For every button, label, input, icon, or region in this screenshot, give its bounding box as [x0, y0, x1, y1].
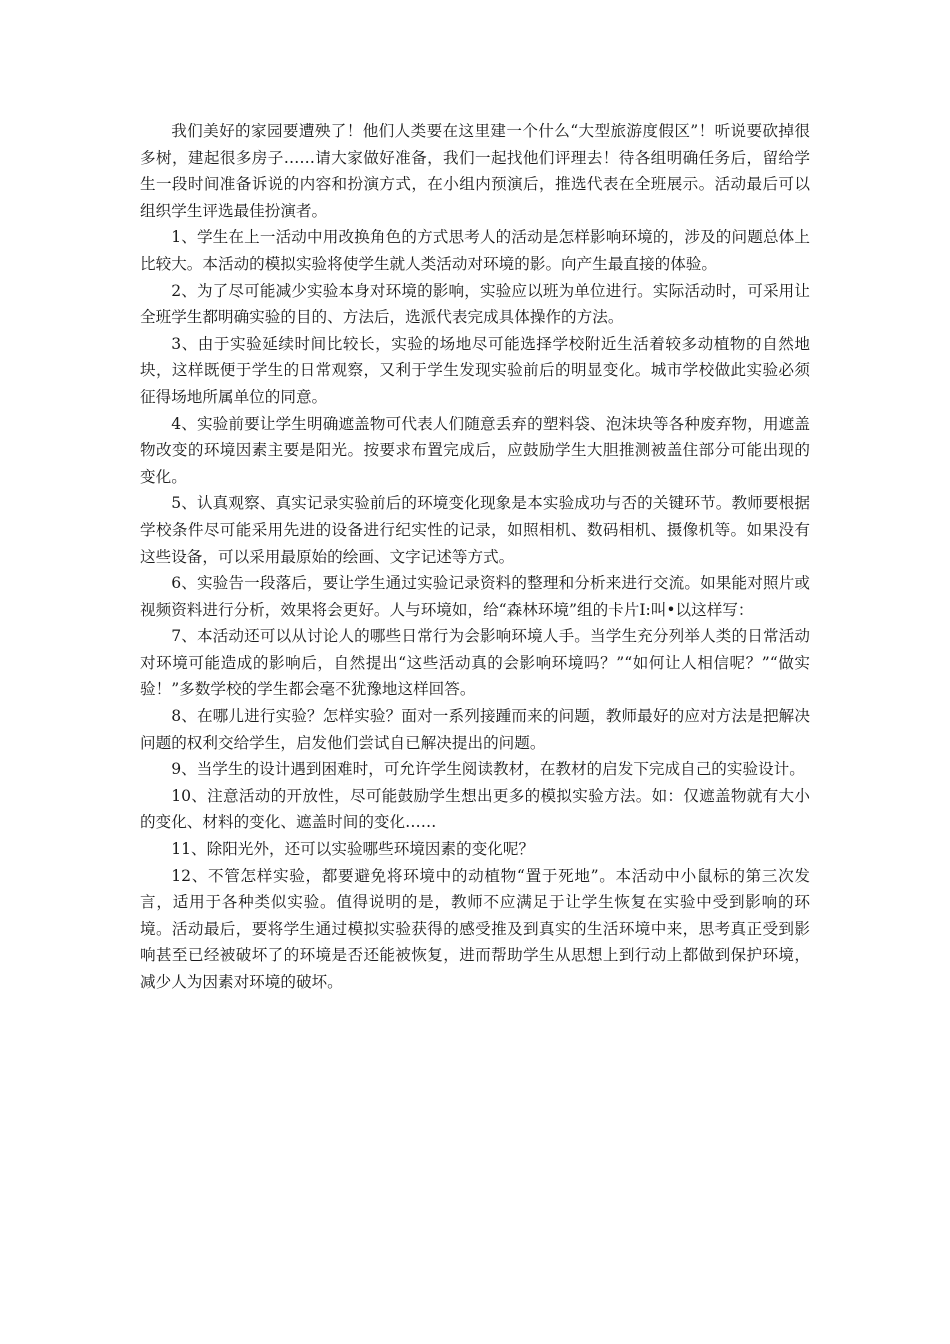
paragraph-item-3: 3、由于实验延续时间比较长，实验的场地尽可能选择学校附近生活着较多动植物的自然地块，这样既便于学生的日常观察，又利于学生发现实验前后的明显变化。城市学校做此实验必须征得场地所属单位的同意。: [140, 334, 810, 406]
paragraph-item-4: 4、实验前要让学生明确遮盖物可代表人们随意丢弃的塑料袋、泡沫块等各种废弃物，用遮盖物改变的环境因素主要是阳光。按要求布置完成后，应鼓励学生大胆推测被盖住部分可能出现的变化。: [140, 414, 810, 486]
paragraph-item-2: 2、为了尽可能减少实验本身对环境的影响，实验应以班为单位进行。实际活动时，可采用让全班学生都明确实验的目的、方法后，选派代表完成具体操作的方法。: [140, 281, 810, 327]
paragraph-item-6: 6、实验告一段落后，要让学生通过实验记录资料的整理和分析来进行交流。如果能对照片或视频资料进行分析，效果将会更好。人与环境如，给“森林环境”组的卡片I:叫•以这样写：: [140, 574, 810, 619]
paragraph-item-5: 5、认真观察、真实记录实验前后的环境变化现象是本实验成功与否的关键环节。教师要根据学校条件尽可能采用先进的设备进行纪实性的记录，如照相机、数码相机、摄像机等。如果没有这些设备，可以采用最原始的绘画、文字记述等方式。: [140, 494, 810, 566]
intro-paragraph: 我们美好的家园要遭殃了！他们人类要在这里建一个什么“大型旅游度假区”！听说要砍掉很多树，建起很多房子……请大家做好准备，我们一起找他们评理去！待各组明确任务后，留给学生一段时间准备诉说的内容和扮演方式，在小组内预演后，推选代表在全班展示。活动最后可以组织学生评选最佳扮演者。: [140, 122, 810, 220]
document-body: [140, 118, 810, 996]
paragraph-item-8: 8、在哪儿进行实验？怎样实验？面对一系列接踵而来的问题，教师最好的应对方法是把解决问题的权利交给学生，启发他们尝试自已解决提出的问题。: [140, 707, 810, 752]
paragraph-item-7: 7、本活动还可以从讨论人的哪些日常行为会影响环境人手。当学生充分列举人类的日常活动对环境可能造成的影响后，自然提出“这些活动真的会影响环境吗？”“如何让人相信呢？”“做实验！”多数学校的学生都会毫不犹豫地这样回答。: [140, 627, 810, 699]
paragraph-item-12: 12、不管怎样实验，都要避免将环境中的动植物“置于死地”。本活动中小鼠标的第三次发言，适用于各种类似实验。值得说明的是，教师不应满足于让学生恢复在实验中受到影响的环境。活动最后，要将学生通过模拟实验获得的感受推及到真实的生活环境中来，思考真正受到影响甚至已经被破坏了的环境是否还能被恢复，进而帮助学生从思想上到行动上都做到保护环境，减少人为因素对环境的破坏。: [140, 866, 810, 991]
paragraph-item-1: 1、学生在上一活动中用改换角色的方式思考人的活动是怎样影响环境的，涉及的问题总体上比较大。本活动的模拟实验将使学生就人类活动对环境的影。向产生最直接的体验。: [140, 228, 810, 273]
paragraph-item-10: 10、注意活动的开放性，尽可能鼓励学生想出更多的模拟实验方法。如：仅遮盖物就有大小的变化、材料的变化、遮盖时间的变化……: [140, 786, 810, 832]
paragraph-item-9: 9、当学生的设计遇到困难时，可允许学生阅读教材，在教材的启发下完成自己的实验设计。: [171, 760, 805, 779]
paragraph-item-11: 11、除阳光外，还可以实验哪些环境因素的变化呢？: [171, 840, 535, 859]
